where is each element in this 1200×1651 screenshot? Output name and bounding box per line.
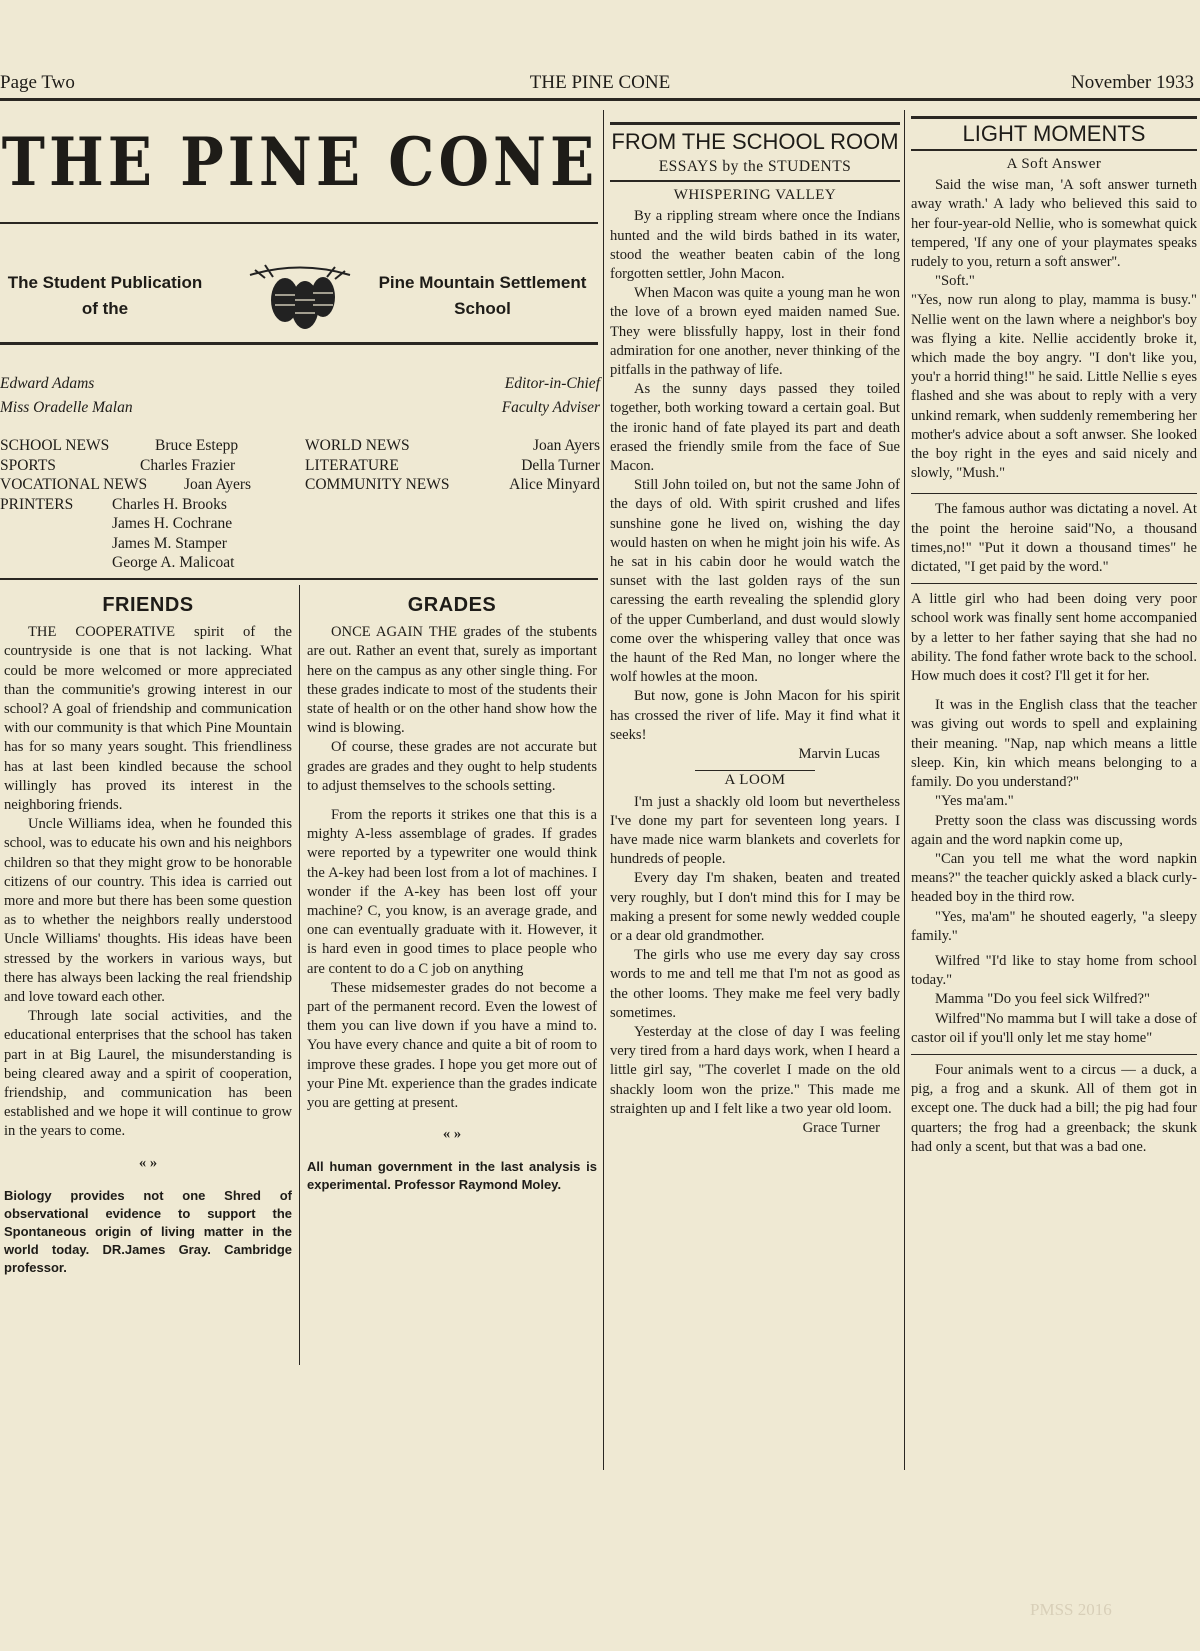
staff-row	[305, 436, 600, 456]
paragraph: Four animals went to a circus — a duck, a pig, a frog and a skunk. All of them got in except one. The duck had a bill; the pig had four quarters; the frog had a greenback; the skunk had only a scent, but that was a bad one.	[911, 1054, 1197, 1157]
staff-section: PRINTERS	[0, 495, 74, 513]
ornament: « »	[138, 1154, 158, 1171]
staff-names: Charles Frazier	[140, 456, 236, 474]
staff-row	[0, 495, 270, 515]
paragraph: It was in the English class that the teacher was giving out words to spell and explaining their meaning. "Nap, nap which means a little sleep. Kin, kin which means belonging to a family. Do you understand?"	[911, 697, 1197, 791]
staff-names: Charles H. Brooks	[112, 495, 227, 513]
staff-section: SCHOOL NEWS	[0, 437, 110, 454]
essay-title: WHISPERING VALLEY	[673, 187, 837, 204]
article-school-room	[610, 122, 900, 1138]
running-title: THE PINE CONE	[529, 72, 671, 93]
staff-section: COMMUNITY NEWS	[305, 476, 450, 493]
filler-quote: All human government in the last analysis is experimental. Professor Raymond Moley.	[307, 1159, 597, 1193]
essay-author: Grace Turner	[802, 1119, 880, 1136]
staff-section: LITERATURE	[305, 456, 399, 474]
staff-row	[0, 436, 270, 456]
article-friends	[4, 592, 292, 1277]
paragraph: When Macon was quite a young man he won the love of a brown eyed maiden named Sue. They were blissfully happy, lost in their fond admiration for one another, never thinking of the pitfalls in the pathway of life.	[610, 285, 900, 379]
paragraph: Pretty soon the class was discussing words again and the word napkin come up,	[911, 812, 1197, 848]
section-title: LIGHT MOMENTS	[962, 121, 1146, 146]
paragraph: By a rippling stream where once the Indians hunted and the wild birds bathed in its water, stood the weather beaten cabin of the long forgotten settler, John Macon.	[610, 208, 900, 283]
paragraph: "Yes, ma'am" he shouted eagerly, "a sleepy family."	[911, 908, 1197, 944]
paragraph: The famous author was dictating a novel. At the point the heroine said"No, a thousand times,no!" "Put it down a thousand times" he dictated, "I get paid by the word."	[911, 493, 1197, 577]
paragraph: I'm just a shackly old loom but nevertheless I've done my part for seventeen long years. I have made nice warm blankets and coverlets for hundreds of people.	[610, 793, 900, 868]
masthead-title: THE PINE CONE	[1, 122, 599, 202]
paragraph: Yesterday at the close of day I was feeling very tired from a hard days work, when I heard a little girl say, "The coverlet I made on the old shackly loom won the prize." This made me straighten up and I felt like a two year old loom.	[610, 1023, 900, 1117]
column-rule	[603, 110, 604, 1470]
essay-author: Marvin Lucas	[798, 746, 880, 763]
paragraph: "Yes ma'am."	[935, 793, 1014, 810]
paragraph: The girls who use me every day say cross words to me and tell me that I'm not as good as the other looms. They make me feel very badly sometimes.	[610, 947, 900, 1021]
divider	[0, 578, 598, 580]
paragraph: THE COOPERATIVE spirit of the countryside is one that is not lacking. What could be more welcomed or more appreciated than the communitie's growing interest in our school? A goal of friendship and communication with our community is that which Pine Mountain has for so many years sought. This friendliness has at last been kindled because the school willingly has proved its interest in the neighboring friends.	[4, 624, 292, 814]
staff-names: Bruce Estepp	[155, 437, 239, 454]
section-subtitle: A Soft Answer	[1006, 156, 1102, 172]
adviser-name: Miss Oradelle Malan	[0, 399, 133, 416]
paragraph: As the sunny days passed they toiled together, both working toward a certain goal. But the ironic hand of fate played its part and death erased the friendly smile from the face of Sue Macon.	[610, 381, 900, 475]
paragraph: A little girl who had been doing very poor school work was finally sent home accompanied by a letter to her father saying that she had no ability. The fond father wrote back to the school. How much does it cost? I'll get it for her.	[911, 583, 1197, 686]
paragraph: Still John toiled on, but not the same John of the days of old. With spirit crushed and lifes sunshine gone he lived on, wishing the day would hasten on when he might join his wife. As he sat in his cabin door he would watch the sunset with the last golden rays of the sun caressing the earth revealing the splendid glory of the upper Cumberland, and dust would slowly come over the whispering valley that once was the haunt of the Red Man, no longer where the wolf howles at the moon.	[610, 477, 900, 686]
paragraph: Said the wise man, 'A soft answer turneth away wrath.' A lady who believed this said to her four-year-old Nellie, who is somewhat quick tempered, 'If any one of your playmates speaks rudely to you, return a soft answer''.	[911, 177, 1197, 271]
staff-names: Joan Ayers	[184, 476, 252, 493]
paragraph: "Soft."	[935, 273, 975, 290]
issue-date: November 1933	[1071, 72, 1194, 93]
editor-name: Edward Adams	[0, 375, 95, 392]
paragraph: Of course, these grades are not accurate but grades are grades and they ought to help students to adjust themselves to the schools setting.	[307, 739, 597, 794]
staff-section: SPORTS	[0, 456, 56, 474]
section-subtitle: ESSAYS by the STUDENTS	[658, 158, 852, 175]
column-rule	[904, 110, 905, 1470]
staff-row	[0, 475, 270, 495]
paragraph: Wilfred"No mamma but I will take a dose of castor oil if you'll only let me stay home"	[911, 1010, 1197, 1046]
staff-row: George A. Malicoat	[112, 554, 235, 571]
paragraph: ONCE AGAIN THE grades of the stubents are out. Rather an event that, surely as important here on the campus as any other single thing. For these grades indicate to most of the students their state of health or on the other hand show how the wind is blowing.	[307, 624, 597, 737]
editor-role: Editor-in-Chief	[504, 375, 600, 392]
masthead-right-subtitle: Pine Mountain Settlement School	[378, 273, 587, 318]
ornament: « »	[442, 1126, 462, 1143]
paragraph: Through late social activities, and the educational enterprises that the school has taken part in at Big Laurel, the misunderstanding is being cleared away and a spirit of cooperation, friendship, and communication has been established and we hope it will continue to grow in the years to come.	[4, 1008, 292, 1140]
staff-list-left	[0, 436, 270, 573]
paragraph: From the reports it strikes one that this is a mighty A-less assemblage of grades. If grades were reported by a typewriter one would think the A-key had been lost from a lot of machines. I wonder if the A-key has been lost off your machine? C, you know, is an average grade, and one can eventually graduate with it. However, it is hard even in good times to place people who are content to do a C job on anything	[307, 807, 597, 977]
staff-row: James H. Cochrane	[112, 515, 233, 532]
adviser-role: Faculty Adviser	[501, 399, 600, 416]
essay-title: A LOOM	[695, 770, 815, 790]
article-light-moments	[911, 116, 1197, 1157]
filler-quote: Biology provides not one Shred of observational evidence to support the Spontaneous origin of living matter in the world today. DR.James Gray. Cambridge professor.	[4, 1187, 292, 1275]
paragraph: Uncle Williams idea, when he founded this school, was to educate his own and his neighbors children so that they might grow to be honorable citizens of our country. This idea is carried out more and more but there has been some question as to whether the neighbors really understood Uncle Williams' thoughts. His ideas have been stressed by the workers in various ways, but there has always been lacking the real friendship and love toward each other.	[4, 816, 292, 1006]
staff-row: James M. Stamper	[112, 534, 227, 552]
divider	[0, 342, 598, 345]
paragraph: But now, gone is John Macon for his spirit has crossed the river of life. May it find what it seeks!	[610, 688, 900, 743]
paragraph: Mamma "Do you feel sick Wilfred?"	[935, 991, 1150, 1008]
divider	[0, 222, 598, 224]
page-number: Page Two	[0, 72, 75, 93]
staff-section: WORLD NEWS	[305, 437, 410, 454]
paragraph: "Can you tell me what the word napkin means?" the teacher quickly asked a black curly-headed boy in the third row.	[911, 850, 1197, 906]
article-grades	[307, 592, 597, 1194]
header-rule	[0, 98, 1200, 101]
staff-section: VOCATIONAL NEWS	[0, 476, 148, 493]
pine-cone-icon	[245, 255, 355, 335]
article-title: GRADES	[407, 594, 497, 616]
staff-row	[305, 456, 600, 476]
paragraph: Wilfred "I'd like to stay home from school today."	[911, 952, 1197, 989]
staff-names: Della Turner	[521, 456, 600, 474]
section-title: FROM THE SCHOOL ROOM	[611, 129, 899, 154]
staff-list-right	[305, 436, 600, 495]
staff-names: Alice Minyard	[509, 476, 600, 493]
paragraph: These midsemester grades do not become a part of the permanent record. Even the lowest of them you can live down if you have a mind to. You have every chance and quite a bit of room to improve these grades. I hope you get more out of your Pine Mt. experience than the grades indicate you are getting at present.	[307, 979, 597, 1112]
article-title: FRIENDS	[102, 594, 194, 616]
column-rule	[299, 585, 300, 1365]
staff-row	[305, 475, 600, 495]
paragraph: "Yes, now run along to play, mamma is busy." Nellie went on the lawn where a neighbor's boy was flying a kite. Nellie accidently broke it, which made the boy angry. "I don't like you, you'r a horrid thing!" he said. Little Nellie s eyes flashed and she was about to reply with a very unkind remark, when suddenly remembering her mother's advice about a soft anwser. She looked the boy right in the eyes and said nicely and slowly, "Mush."	[911, 292, 1197, 482]
staff-row	[0, 456, 270, 476]
masthead-left-subtitle: The Student Publication of the	[7, 273, 203, 318]
watermark: PMSS 2016	[1030, 1600, 1112, 1619]
staff-names: Joan Ayers	[532, 437, 600, 454]
paragraph: Every day I'm shaken, beaten and treated very roughly, but I don't mind this for I may be making a present for some newly wedded couple or a dear old grandmother.	[610, 870, 900, 944]
